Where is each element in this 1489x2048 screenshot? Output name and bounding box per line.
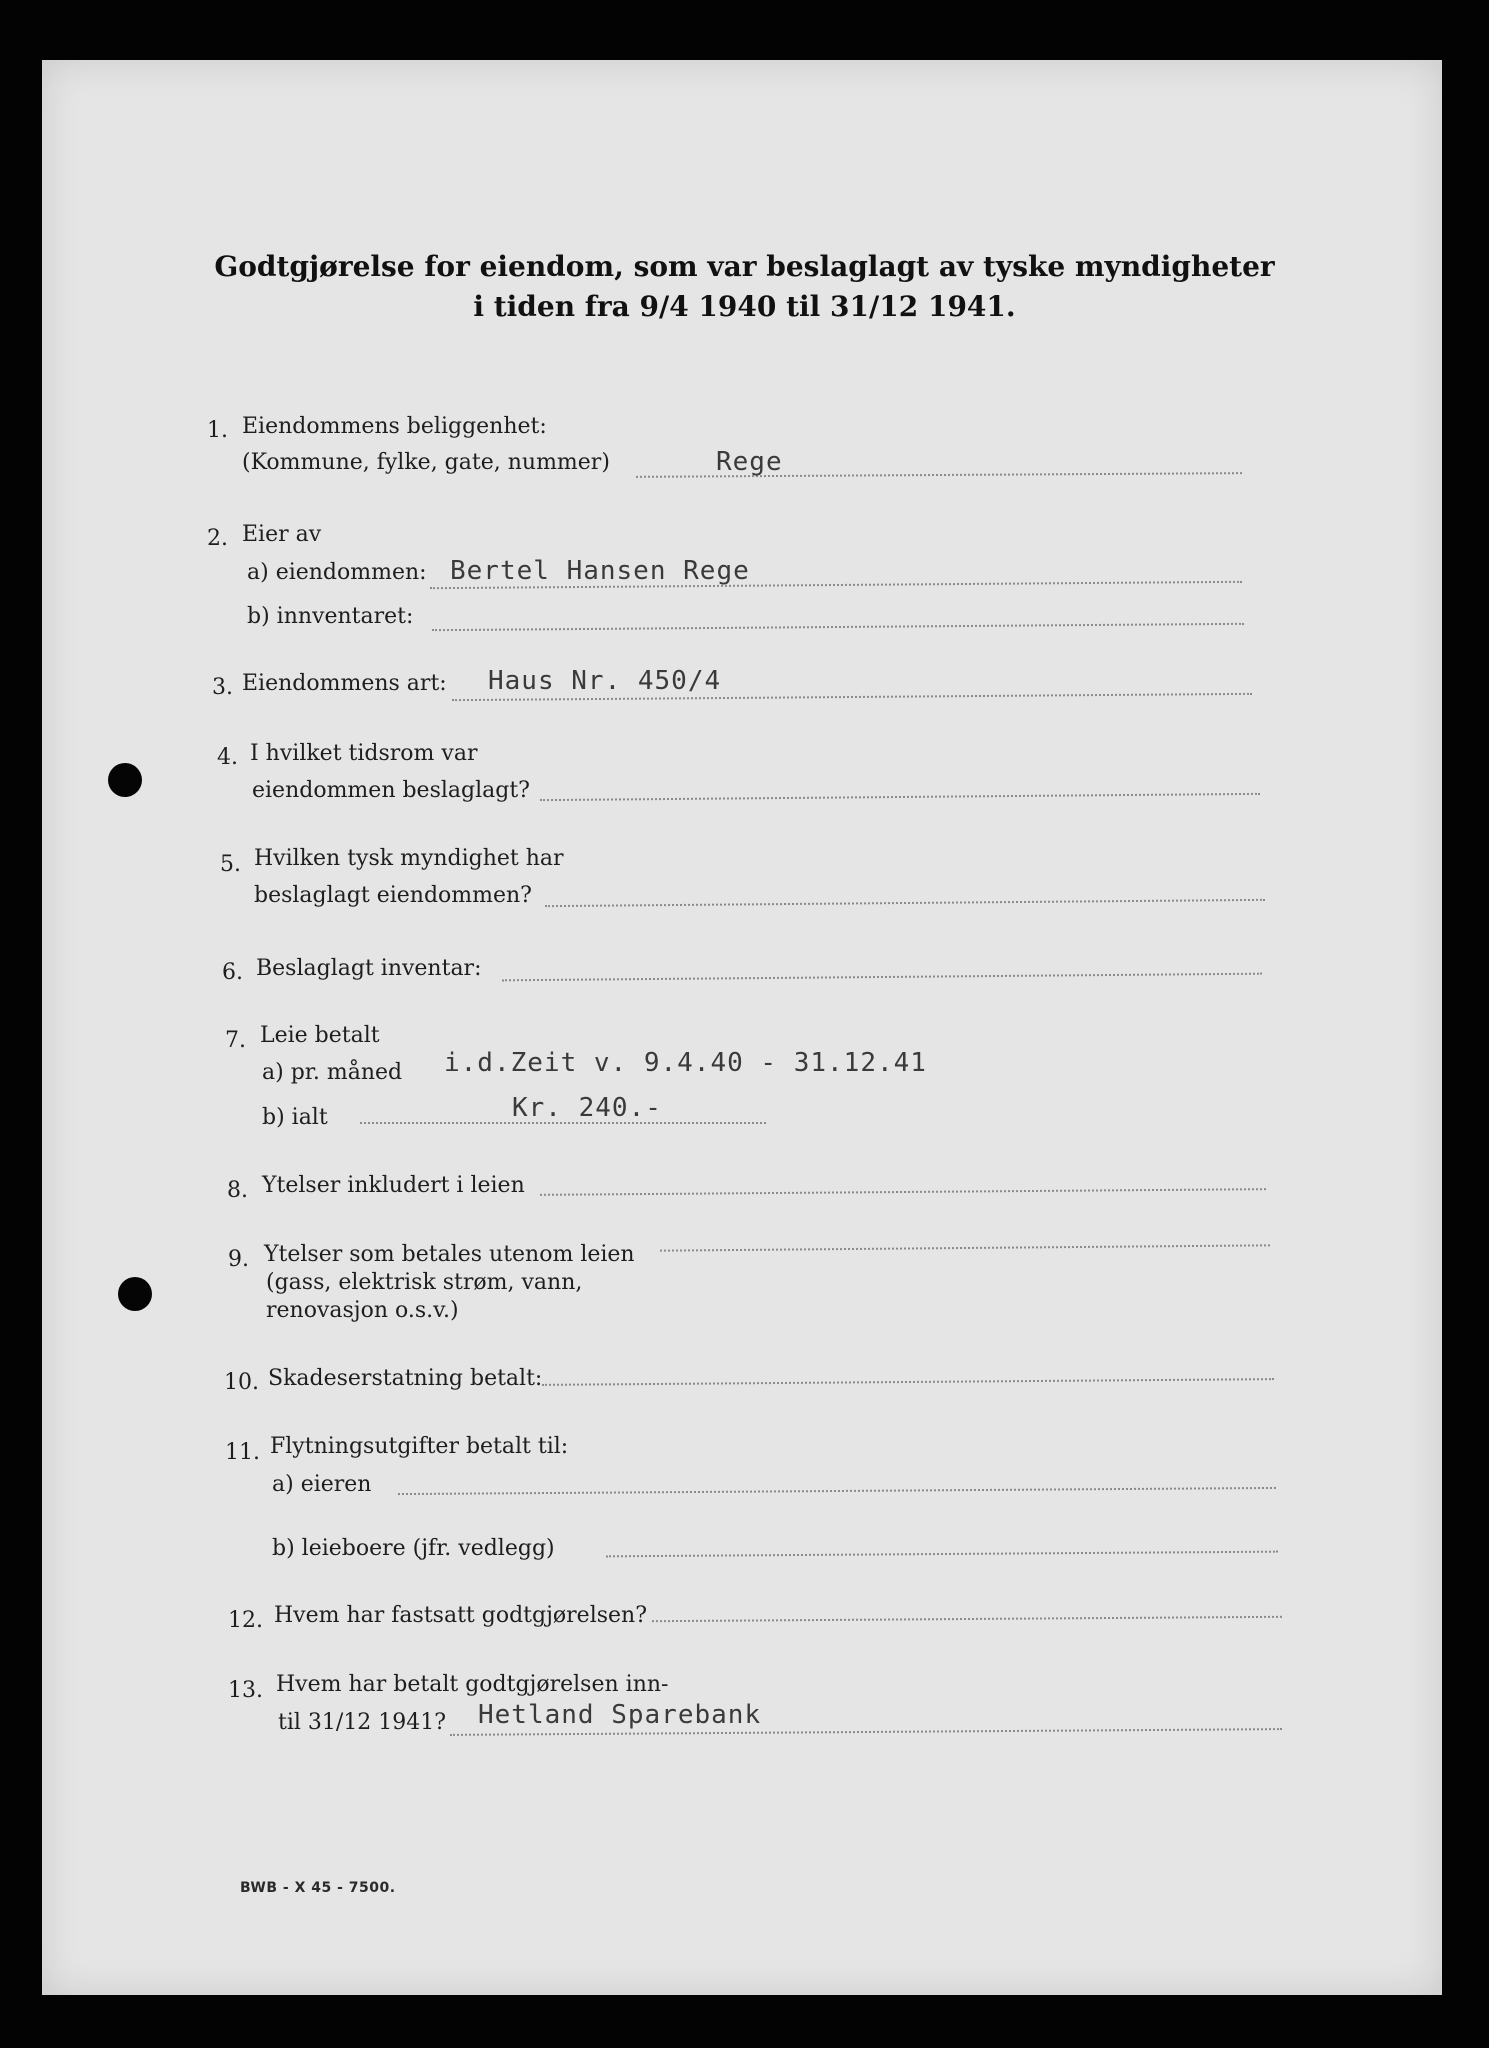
item-7-number: 7.	[225, 1028, 246, 1053]
item-11b-label: b) leieboere (jfr. vedlegg)	[272, 1536, 555, 1561]
item-1-answer: Rege	[716, 447, 783, 477]
item-1-sublabel: (Kommune, fylke, gate, nummer)	[242, 450, 610, 475]
item-1-number: 1.	[207, 418, 228, 443]
item-8-number: 8.	[227, 1178, 248, 1203]
item-7a-label: a) pr. måned	[262, 1060, 403, 1085]
item-5-label: Hvilken tysk myndighet har	[254, 846, 564, 871]
item-2a-answer: Bertel Hansen Rege	[450, 556, 750, 586]
form-footer-code: BWB - X 45 - 7500.	[240, 1880, 396, 1896]
item-6-label: Beslaglagt inventar:	[256, 956, 482, 981]
item-13-label: Hvem har betalt godtgjørelsen inn-	[276, 1672, 669, 1697]
form-title-line-1: Godtgjørelse for eiendom, som var beslaglagt av tyske myndigheter	[214, 250, 1275, 283]
item-2a-label: a) eiendommen:	[247, 560, 427, 585]
item-7b-label: b) ialt	[262, 1105, 328, 1130]
item-11-number: 11.	[225, 1440, 260, 1465]
form-title-line-2: i tiden fra 9/4 1940 til 31/12 1941.	[473, 290, 1016, 323]
item-12-number: 12.	[228, 1608, 263, 1633]
item-9-number: 9.	[228, 1247, 249, 1272]
item-1-label: Eiendommens beliggenhet:	[242, 414, 547, 439]
item-9-sublabel-2: renovasjon o.s.v.)	[266, 1298, 459, 1323]
item-10-label: Skadeserstatning betalt:	[268, 1366, 543, 1391]
item-3-answer: Haus Nr. 450/4	[488, 666, 722, 696]
item-4-number: 4.	[217, 745, 238, 770]
item-9-label: Ytelser som betales utenom leien	[264, 1242, 635, 1267]
item-13-answer: Hetland Sparebank	[478, 1700, 762, 1730]
item-12-label: Hvem har fastsatt godtgjørelsen?	[274, 1603, 648, 1628]
item-3-number: 3.	[212, 675, 233, 700]
item-6-number: 6.	[222, 960, 243, 985]
item-7-label: Leie betalt	[260, 1023, 380, 1048]
item-13-sublabel: til 31/12 1941?	[278, 1710, 447, 1735]
item-4-sublabel: eiendommen beslaglagt?	[252, 778, 530, 803]
item-11-label: Flytningsutgifter betalt til:	[270, 1434, 569, 1459]
item-3-label: Eiendommens art:	[242, 671, 447, 696]
item-4-label: I hvilket tidsrom var	[250, 741, 478, 766]
item-13-number: 13.	[228, 1678, 263, 1703]
item-7b-answer: Kr. 240.-	[512, 1093, 662, 1123]
item-5-number: 5.	[220, 852, 241, 877]
item-2-label: Eier av	[242, 522, 322, 547]
item-11a-label: a) eieren	[272, 1472, 372, 1497]
item-2b-label: b) innventaret:	[247, 604, 414, 629]
item-2-number: 2.	[207, 526, 228, 551]
item-8-label: Ytelser inkludert i leien	[262, 1173, 525, 1198]
punch-hole-upper	[108, 763, 142, 797]
item-10-number: 10.	[224, 1370, 259, 1395]
item-9-sublabel-1: (gass, elektrisk strøm, vann,	[266, 1270, 583, 1295]
item-5-sublabel: beslaglagt eiendommen?	[254, 883, 532, 908]
item-7a-answer: i.d.Zeit v. 9.4.40 - 31.12.41	[444, 1048, 927, 1078]
punch-hole-lower	[118, 1277, 152, 1311]
